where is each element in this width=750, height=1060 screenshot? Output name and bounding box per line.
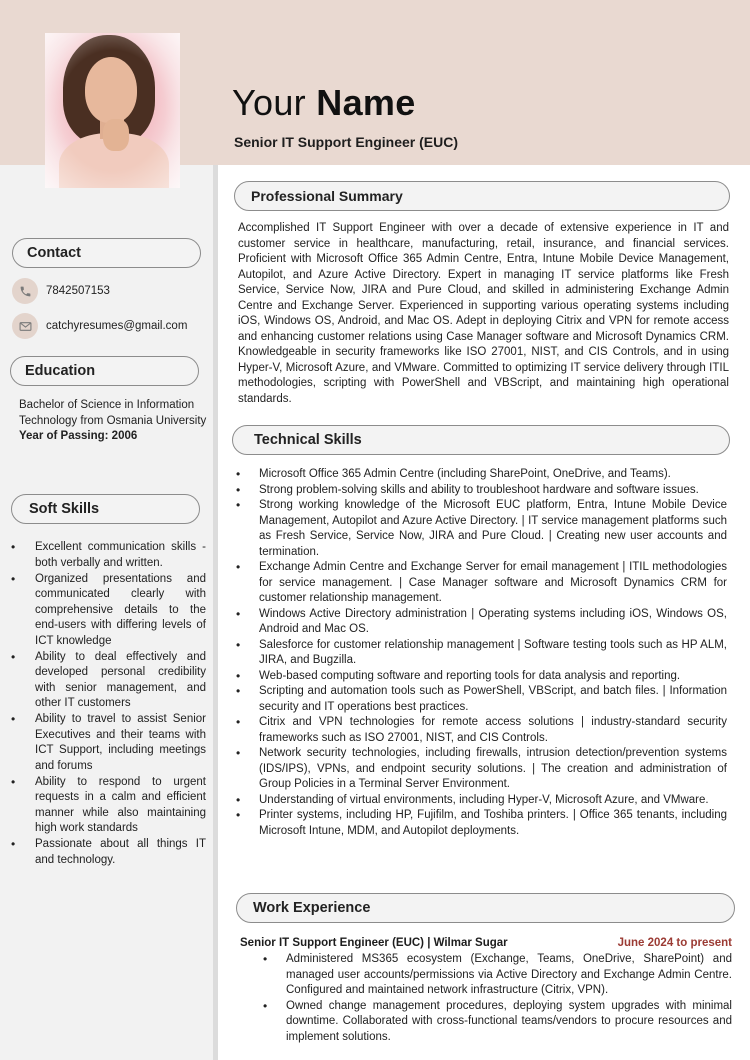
list-item: • Scripting and automation tools such as PowerShell, VBScript, and batch files. | Information security and IT operations best practices. (235, 684, 727, 715)
education-heading-label: Education (25, 363, 96, 379)
list-item: • Web-based computing software and reporting tools for data analysis and reporting. (235, 669, 727, 685)
list-item: • Exchange Admin Centre and Exchange Server for email management | ITIL methodologies for service management. | Case Manager software and Microsoft Dynamics CRM for customer relationship management. (235, 560, 727, 607)
list-item: • Understanding of virtual environments, including Hyper-V, Microsoft Azure, and VMware. (235, 793, 727, 809)
education-heading (10, 356, 199, 386)
contact-heading (12, 238, 201, 268)
soft-skills-list (10, 540, 206, 869)
name-last: Name (316, 82, 416, 123)
job-dates: June 2024 to present (617, 937, 732, 949)
technical-skills-list (235, 467, 727, 839)
candidate-name (232, 82, 416, 124)
list-item: • Printer systems, including HP, Fujifilm, and Toshiba printers. | Office 365 tenants, including Microsoft Intune, MDM, and Autopilot deployments. (235, 808, 727, 839)
summary-text: Accomplished IT Support Engineer with over a decade of extensive experience in IT and customer service in healthcare, manufacturing, retail, insurance, and financial services. Proficient with Microsoft Office 365 Admin Centre, Entra, Intune Mobile Device Management, Autopilot, and Azure Active Directory. Expert in managing IT service platforms like Fresh Service, Service Now, JIRA and Pure Cloud, and skilled in administering Exchange Admin Centre and Exchange Server. Experienced in supporting various operating systems including iOS, Windows OS, Android, and Mac OS. Adept in deploying Citrix and VPN for remote access and enhancing customer relations using Case Manager software and Microsoft Dynamics CRM. Knowledgeable in security frameworks like ISO 27001, NIST, and CIS Controls, and in using Hyper-V, Microsoft Azure, and VMware. Committed to optimizing IT service delivery through ITIL methodologies, scripting with PowerShell and VBScript, and maintaining high operational standards. (238, 222, 729, 405)
list-item: • Passionate about all things IT and technology. (10, 837, 206, 868)
list-item: • Excellent communication skills - both verbally and written. (10, 540, 206, 571)
summary-heading-label: Professional Summary (251, 188, 403, 204)
phone-number: 7842507153 (46, 285, 110, 297)
list-item: • Strong working knowledge of the Microsoft EUC platform, Entra, Intune Mobile Device Management, Autopilot and Azure Active Directory. | IT service management platforms such as Fresh Service, Service Now, JIRA and Pure Cloud. | Creating new user accounts and termination. (235, 498, 727, 560)
soft-skills-heading-label: Soft Skills (29, 501, 100, 517)
phone-icon (12, 278, 38, 304)
list-item: • Organized presentations and communicated clearly with comprehensive details to the end-users with differing levels of ICT knowledge (10, 572, 206, 650)
summary-heading (234, 181, 730, 211)
list-item: • Citrix and VPN technologies for remote access solutions | industry-standard security frameworks such as ISO 27001, NIST, and CIS Controls. (235, 715, 727, 746)
technical-skills-heading-label: Technical Skills (254, 432, 362, 448)
job-header (240, 937, 732, 949)
contact-email-row (12, 313, 187, 339)
work-experience-heading-label: Work Experience (253, 900, 371, 916)
list-item: • Network security technologies, including firewalls, intrusion detection/prevention systems (IDS/IPS), VPNs, and endpoint security solutions. | The creation and administration of Group Policies in a Terminal Server Environment. (235, 746, 727, 793)
list-item: • Administered MS365 ecosystem (Exchange, Teams, OneDrive, SharePoint) and managed user accounts/permissions via Active Directory and Exchange Admin Centre. Configured and maintained network infrastructure (Citrix, VPN). (262, 952, 732, 999)
list-item: • Microsoft Office 365 Admin Centre (including SharePoint, OneDrive, and Teams). (235, 467, 727, 483)
list-item: • Ability to deal effectively and developed personal credibility with senior management, and other IT customers (10, 650, 206, 712)
contact-heading-label: Contact (27, 245, 81, 261)
email-icon (12, 313, 38, 339)
name-first: Your (232, 82, 306, 123)
profile-photo (45, 33, 180, 188)
degree-text: Bachelor of Science in Information Technology from Osmania University (19, 399, 207, 427)
contact-phone-row (12, 278, 110, 304)
work-experience-heading (236, 893, 735, 923)
list-item: • Windows Active Directory administration | Operating systems including iOS, Windows OS, Android and Mac OS. (235, 607, 727, 638)
education-details (19, 398, 209, 445)
soft-skills-heading (11, 494, 200, 524)
job-role: Senior IT Support Engineer (EUC) | Wilmar Sugar (240, 937, 508, 949)
email-address: catchyresumes@gmail.com (46, 320, 188, 332)
column-divider (213, 165, 218, 1060)
technical-skills-heading (232, 425, 730, 455)
job-title: Senior IT Support Engineer (EUC) (234, 134, 459, 150)
list-item: • Owned change management procedures, deploying system upgrades with minimal downtime. Collaborated with cross-functional teams/vendors to procure resources and implement solutions. (262, 999, 732, 1046)
list-item: • Ability to respond to urgent requests in a calm and efficient manner while also maintaining high work standards (10, 775, 206, 837)
graduation-year: Year of Passing: 2006 (19, 430, 138, 442)
work-duties-list (262, 952, 732, 1045)
list-item: • Strong problem-solving skills and ability to troubleshoot hardware and software issues. (235, 483, 727, 499)
list-item: • Ability to travel to assist Senior Executives and their teams with ICT Support, including meetings and forums (10, 712, 206, 774)
list-item: • Salesforce for customer relationship management | Software testing tools such as HP ALM, JIRA, and Bugzilla. (235, 638, 727, 669)
